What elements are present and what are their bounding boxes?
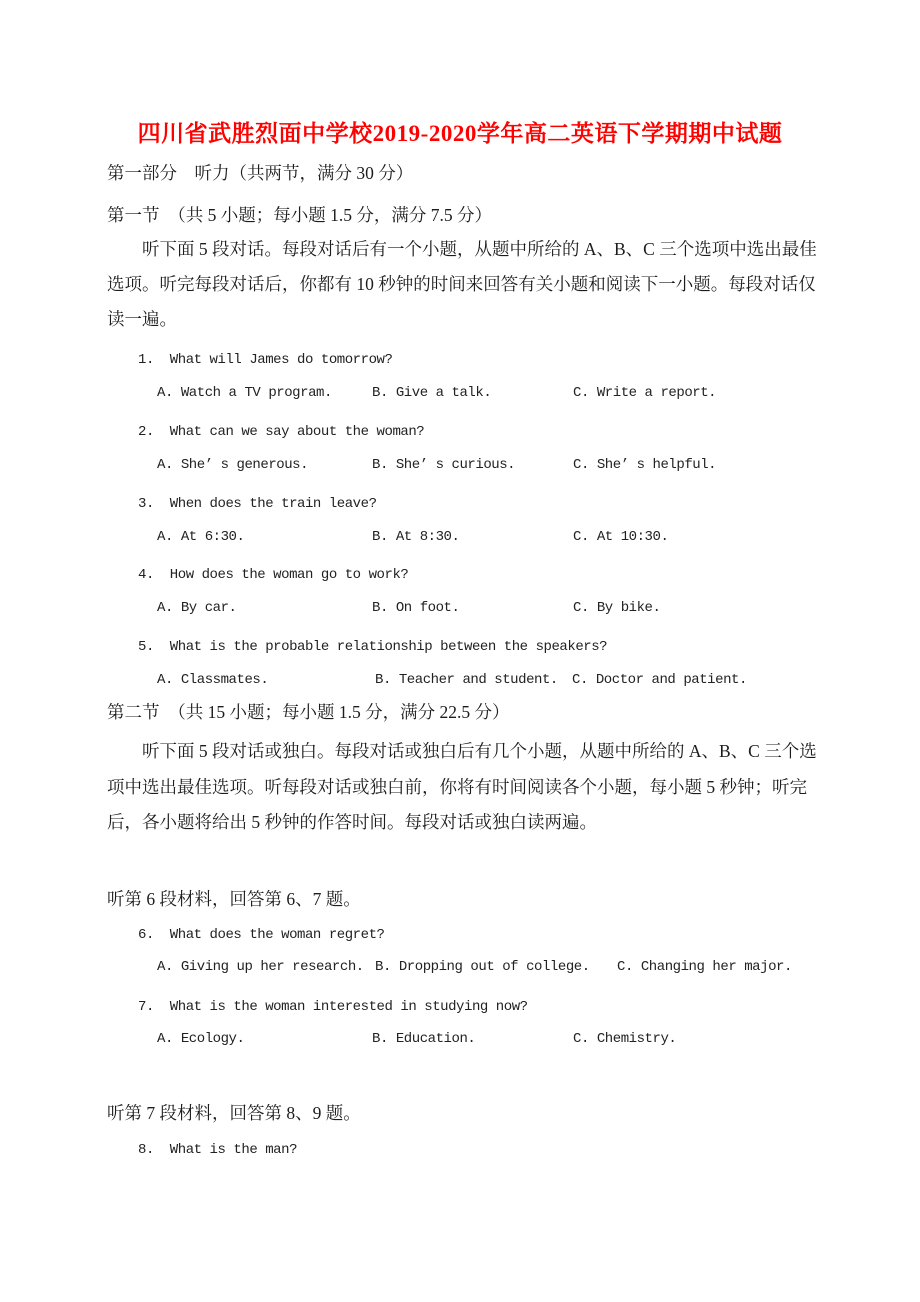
question-6-option-a: A. Giving up her research. xyxy=(157,959,364,975)
question-6-option-c: C. Changing her major. xyxy=(617,959,792,975)
question-3-options xyxy=(0,529,920,551)
question-2-prompt: 2. What can we say about the woman? xyxy=(138,424,425,440)
material-6-heading: 听第 6 段材料，回答第 6、7 题。 xyxy=(107,889,361,909)
question-6-option-b: B. Dropping out of college. xyxy=(375,959,590,975)
question-4-options xyxy=(0,600,920,622)
question-8-prompt: 8. What is the man? xyxy=(138,1142,298,1158)
question-7-options xyxy=(0,1031,920,1053)
question-1-option-b: B. Give a talk. xyxy=(372,385,492,401)
part1-heading: 第一部分 听力（共两节，满分 30 分） xyxy=(107,163,414,183)
page-title: 四川省武胜烈面中学校2019-2020学年高二英语下学期期中试题 xyxy=(137,121,783,146)
section2-intro-line-3: 后，各小题将给出 5 秒钟的作答时间。每段对话或独白读两遍。 xyxy=(107,812,597,832)
section2-heading: 第二节 （共 15 小题；每小题 1.5 分，满分 22.5 分） xyxy=(107,702,510,722)
question-1-option-c: C. Write a report. xyxy=(573,385,717,401)
section1-intro-line-1: 听下面 5 段对话。每段对话后有一个小题，从题中所给的 A、B、C 三个选项中选出最佳 xyxy=(142,239,817,259)
section1-intro-line-2: 选项。听完每段对话后，你都有 10 秒钟的时间来回答有关小题和阅读下一小题。每段对话仅 xyxy=(107,274,816,294)
question-3-option-c: C. At 10:30. xyxy=(573,529,669,545)
question-2-option-c: C. She’ s helpful. xyxy=(573,457,717,473)
question-1-option-a: A. Watch a TV program. xyxy=(157,385,332,401)
question-1-prompt: 1. What will James do tomorrow? xyxy=(138,352,393,368)
question-5-prompt: 5. What is the probable relationship between the speakers? xyxy=(138,639,608,655)
section2-intro-line-2: 项中选出最佳选项。听每段对话或独白前，你将有时间阅读各个小题，每小题 5 秒钟；听完 xyxy=(107,777,807,797)
question-5-option-a: A. Classmates. xyxy=(157,672,269,688)
question-3-prompt: 3. When does the train leave? xyxy=(138,496,377,512)
question-2-options xyxy=(0,457,920,479)
section1-intro-line-3: 读一遍。 xyxy=(107,309,177,329)
question-7-option-c: C. Chemistry. xyxy=(573,1031,677,1047)
question-6-prompt: 6. What does the woman regret? xyxy=(138,927,385,943)
question-7-prompt: 7. What is the woman interested in studying now? xyxy=(138,999,528,1015)
section1-heading: 第一节 （共 5 小题；每小题 1.5 分，满分 7.5 分） xyxy=(107,205,492,225)
question-7-option-b: B. Education. xyxy=(372,1031,476,1047)
section2-intro-line-1: 听下面 5 段对话或独白。每段对话或独白后有几个小题，从题中所给的 A、B、C 三个选 xyxy=(142,741,817,761)
question-3-option-a: A. At 6:30. xyxy=(157,529,245,545)
question-6-options xyxy=(0,959,920,981)
question-4-prompt: 4. How does the woman go to work? xyxy=(138,567,409,583)
question-1-options xyxy=(0,385,920,407)
question-2-option-a: A. She’ s generous. xyxy=(157,457,309,473)
question-2-option-b: B. She’ s curious. xyxy=(372,457,516,473)
material-7-heading: 听第 7 段材料，回答第 8、9 题。 xyxy=(107,1103,361,1123)
question-3-option-b: B. At 8:30. xyxy=(372,529,460,545)
question-5-options xyxy=(0,672,920,694)
question-4-option-c: C. By bike. xyxy=(573,600,661,616)
question-4-option-a: A. By car. xyxy=(157,600,237,616)
question-5-option-b: B. Teacher and student. xyxy=(375,672,558,688)
question-5-option-c: C. Doctor and patient. xyxy=(572,672,747,688)
question-4-option-b: B. On foot. xyxy=(372,600,460,616)
question-7-option-a: A. Ecology. xyxy=(157,1031,245,1047)
